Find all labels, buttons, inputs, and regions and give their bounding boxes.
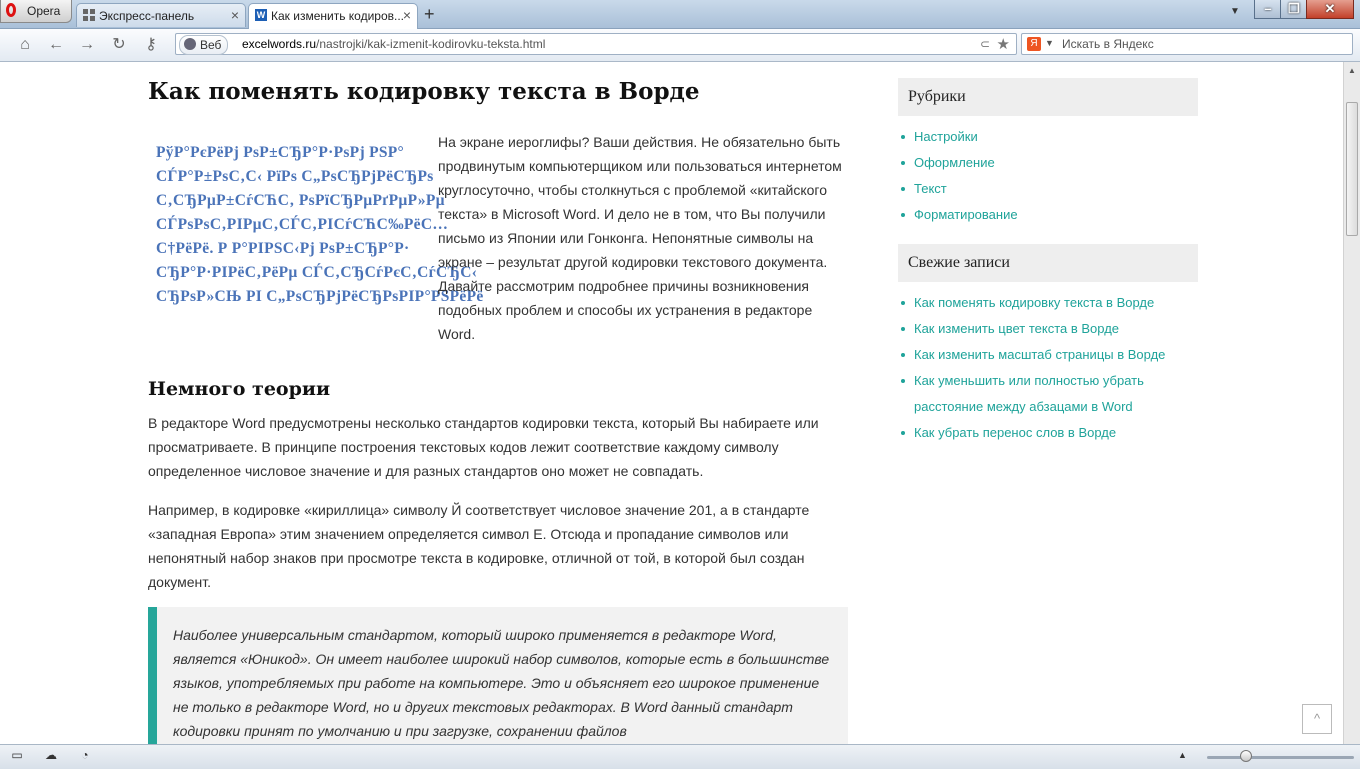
categories-list [898, 116, 1198, 238]
back-icon[interactable]: ← [48, 36, 64, 53]
scroll-to-top-button[interactable]: ^ [1302, 704, 1332, 734]
scroll-up-icon[interactable]: ▲ [1348, 66, 1356, 75]
cloud-icon[interactable]: ☁ [45, 748, 57, 762]
search-field[interactable] [1021, 33, 1353, 55]
minimize-button[interactable]: – [1254, 0, 1282, 19]
word-favicon-icon: W [256, 10, 266, 20]
key-icon[interactable]: ⚷ [145, 36, 157, 53]
opera-menu-button[interactable] [0, 0, 72, 23]
blockquote: Наиболее универсальным стандартом, который широко применяется в редакторе Word, является «Юникод». Он имеет наиболее широкий набор символов, которые есть в большинстве языков, употребляемых при работе на компьютере. Это и объясняет его широкое применение не только в редакторе Word, но и других текстовых редакторах. В Word данный стандарт кодировки принят по умолчанию и при загрузке, сохранении файлов [148, 607, 848, 757]
garbled-line: СЃР°Р±РѕС‚С‹ РїРѕ С„РѕСЂРјРёСЂРѕ [156, 168, 434, 185]
close-tab-icon[interactable]: × [230, 7, 239, 23]
page-title: Как поменять кодировку текста в Ворде [148, 78, 700, 105]
garbled-text-image [156, 141, 484, 305]
intro-paragraph: На экране иероглифы? Ваши действия. Не обязательно быть продвинутым компьютерщиком или пользоваться интернетом круглосуточно, чтобы столкнуться с проблемой «китайского текста» в Microsoft Word. И дело не в том, что Вы получили письмо из Японии или Гонконга. Непонятные символы на экране – результат другой кодировки текстового документа. Давайте рассмотрим подробнее причины возникновения подобных проблем и способы их устранения в редакторе Word. [438, 134, 842, 342]
tab-label: Экспресс-панель [99, 9, 195, 23]
recent-post-link[interactable]: Как изменить цвет текста в Ворде [914, 316, 1198, 342]
reload-icon[interactable]: ↻ [112, 36, 126, 53]
panel-toggle-icon[interactable]: ▭ [11, 748, 23, 762]
search-placeholder: Искать в Яндекс [1062, 37, 1154, 51]
zoom-slider[interactable] [1207, 756, 1354, 759]
garbled-line: РўР°РєРёРј РѕР±СЂР°Р·РѕРј РЅР° [156, 144, 405, 161]
speedometer-icon[interactable]: ◔ [81, 748, 89, 762]
page-viewport [0, 62, 1343, 744]
garbled-line: С†РёРё. Р Р°РІРЅС‹Рј РѕР±СЂР°Р· [156, 240, 410, 257]
bookmark-star-icon[interactable]: ★ [996, 36, 1010, 53]
url-text[interactable] [242, 37, 545, 51]
maximize-button[interactable]: ❐ [1280, 0, 1308, 19]
recent-posts-list [898, 282, 1198, 456]
vertical-scrollbar[interactable] [1343, 62, 1360, 744]
web-scope-button[interactable] [179, 35, 228, 55]
recent-post-link[interactable]: Как убрать перенос слов в Ворде [914, 420, 1198, 446]
section-heading: Немного теории [148, 378, 331, 400]
garbled-line: СЂРѕР»СЊ РІ С„РѕСЂРјРёСЂРѕРІР°РЅРёРё [156, 288, 484, 305]
zoom-menu-chevron-icon[interactable]: ▲ [1178, 750, 1187, 760]
home-icon[interactable]: ⌂ [20, 36, 30, 53]
web-scope-label: Веб [200, 38, 222, 52]
globe-icon [184, 38, 196, 50]
tab-speed-dial[interactable] [76, 3, 246, 27]
tab-label: Как изменить кодиров... [271, 9, 405, 23]
close-tab-icon[interactable]: × [402, 7, 411, 23]
tab-bar [0, 0, 1360, 29]
opera-logo-icon [6, 3, 16, 17]
speed-dial-icon [83, 9, 95, 21]
address-field[interactable] [175, 33, 1017, 55]
categories-title: Рубрики [898, 78, 1198, 116]
recent-posts-title: Свежие записи [898, 244, 1198, 282]
sidebar [898, 78, 1198, 456]
yandex-icon[interactable]: Я [1027, 37, 1041, 51]
status-bar [0, 744, 1360, 769]
scrollbar-thumb[interactable] [1346, 102, 1358, 236]
url-domain: excelwords.ru [242, 37, 317, 51]
zoom-slider-knob[interactable] [1240, 750, 1252, 762]
new-tab-icon[interactable]: + [424, 4, 435, 24]
address-toolbar [0, 29, 1360, 62]
recent-post-link[interactable]: Как поменять кодировку текста в Ворде [914, 290, 1198, 316]
paragraph: Например, в кодировке «кириллица» символу Й соответствует числовое значение 201, а в стандарте «западная Европа» этим значением определяется символ Е. Отсюда и пропадание символов или непонятный набор знаков при просмотре текста в кодировке, отличной от той, в которой был создан документ. [148, 502, 810, 590]
tab-article[interactable] [248, 3, 418, 29]
category-link[interactable]: Оформление [914, 150, 1198, 176]
category-link[interactable]: Форматирование [914, 202, 1198, 228]
category-link[interactable]: Текст [914, 176, 1198, 202]
paragraph: В редакторе Word предусмотрены несколько стандартов кодировки текста, который Вы набираете или просматриваете. В принципе построения текстовых кодов лежит соответствие каждому символу определенное числовое значение и для разных стандартов оно может не совпадать. [148, 415, 819, 479]
search-engine-chevron-icon[interactable]: ▼ [1045, 38, 1054, 48]
recent-post-link[interactable]: Как изменить масштаб страницы в Ворде [914, 342, 1198, 368]
recent-post-link[interactable]: Как уменьшить или полностью убрать расстояние между абзацами в Word [914, 368, 1198, 420]
url-path: /nastrojki/kak-izmenit-kodirovku-teksta.html [316, 37, 546, 51]
tab-list-chevron-icon[interactable]: ▼ [1230, 6, 1240, 17]
forward-icon[interactable]: → [79, 36, 95, 53]
category-link[interactable]: Настройки [914, 124, 1198, 150]
garbled-line: СЂР°Р·РІРёС‚РёРµ СЃС‚СЂСѓРєС‚СѓСЂС‹ [156, 264, 478, 281]
garbled-line: С‚СЂРµР±СѓСЋС‚ РѕРїСЂРµРґРµР»Рµ [156, 192, 445, 209]
garbled-line: СЃРѕРѕС‚РІРµС‚СЃС‚РІСѓСЋС‰РёС… [156, 216, 449, 233]
close-window-button[interactable]: ✕ [1306, 0, 1354, 19]
opera-menu-label: Opera [27, 4, 61, 18]
rss-icon[interactable]: ⊂ [979, 37, 990, 51]
